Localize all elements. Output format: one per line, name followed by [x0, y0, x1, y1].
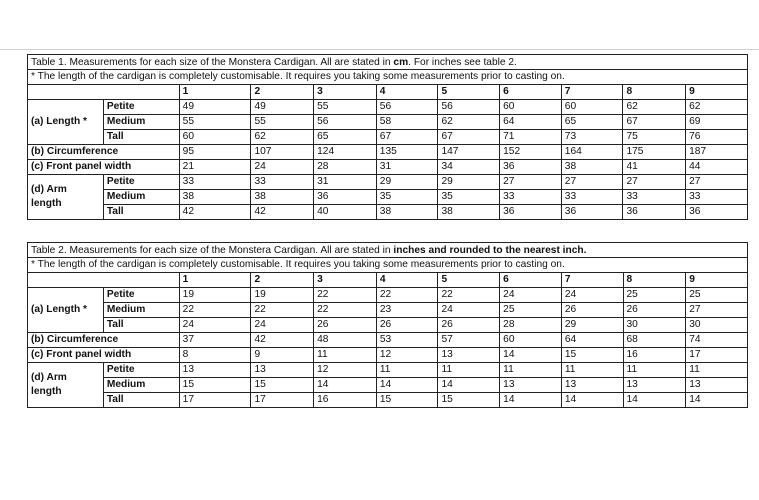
- value-cell: 14: [500, 348, 562, 363]
- size-header-1: 1: [179, 273, 251, 288]
- value-cell: 55: [179, 115, 251, 130]
- value-cell: 9: [251, 348, 314, 363]
- value-cell: 17: [179, 393, 251, 408]
- size-header-9: 9: [686, 273, 748, 288]
- size-header-2: 2: [251, 85, 314, 100]
- value-cell: 71: [500, 130, 562, 145]
- arm-sub-label: Tall: [103, 393, 179, 408]
- value-cell: 30: [686, 318, 748, 333]
- value-cell: 15: [561, 348, 623, 363]
- value-cell: 33: [561, 190, 623, 205]
- value-cell: 64: [500, 115, 562, 130]
- value-cell: 11: [623, 363, 686, 378]
- size-header-3: 3: [314, 85, 377, 100]
- value-cell: 16: [314, 393, 377, 408]
- table-caption: [28, 243, 748, 258]
- value-cell: 15: [438, 393, 500, 408]
- value-cell: 124: [314, 145, 377, 160]
- value-cell: 73: [561, 130, 623, 145]
- value-cell: 107: [251, 145, 314, 160]
- arm-label-line1: (d) Arm: [31, 372, 67, 383]
- value-cell: 11: [686, 363, 748, 378]
- value-cell: 13: [623, 378, 686, 393]
- value-cell: 42: [179, 205, 251, 220]
- value-cell: 67: [438, 130, 500, 145]
- size-header-8: 8: [623, 85, 686, 100]
- header-blank: [28, 273, 180, 288]
- value-cell: 24: [179, 318, 251, 333]
- table-row: [28, 363, 748, 378]
- value-cell: 13: [251, 363, 314, 378]
- value-cell: 28: [314, 160, 377, 175]
- value-cell: 24: [251, 318, 314, 333]
- header-blank: [28, 85, 180, 100]
- value-cell: 25: [623, 288, 686, 303]
- value-cell: 60: [500, 333, 562, 348]
- value-cell: 31: [314, 175, 377, 190]
- caption-text: [31, 244, 744, 257]
- value-cell: 44: [686, 160, 748, 175]
- value-cell: 22: [314, 288, 377, 303]
- value-cell: 187: [686, 145, 748, 160]
- value-cell: 12: [376, 348, 438, 363]
- value-cell: 35: [438, 190, 500, 205]
- value-cell: 48: [314, 333, 377, 348]
- value-cell: 33: [686, 190, 748, 205]
- length-sub-label: Petite: [103, 288, 179, 303]
- value-cell: 56: [376, 100, 438, 115]
- value-cell: 33: [623, 190, 686, 205]
- value-cell: 74: [686, 333, 748, 348]
- value-cell: 69: [686, 115, 748, 130]
- arm-sub-label: Medium: [103, 190, 179, 205]
- value-cell: 11: [314, 348, 377, 363]
- value-cell: 15: [179, 378, 251, 393]
- arm-label-line2: length: [31, 386, 62, 397]
- value-cell: 13: [500, 378, 562, 393]
- value-cell: 22: [251, 303, 314, 318]
- front-panel-label: (c) Front panel width: [28, 160, 180, 175]
- value-cell: 60: [561, 100, 623, 115]
- value-cell: 38: [179, 190, 251, 205]
- size-header-8: 8: [623, 273, 686, 288]
- size-header-3: 3: [314, 273, 377, 288]
- value-cell: 29: [438, 175, 500, 190]
- value-cell: 14: [623, 393, 686, 408]
- table-cm: [27, 54, 748, 220]
- value-cell: 27: [686, 175, 748, 190]
- value-cell: 67: [623, 115, 686, 130]
- value-cell: 24: [438, 303, 500, 318]
- length-sub-label: Tall: [103, 130, 179, 145]
- value-cell: 15: [376, 393, 438, 408]
- table-row: [28, 115, 748, 130]
- arm-label-line2: length: [31, 198, 62, 209]
- value-cell: 38: [251, 190, 314, 205]
- value-cell: 27: [623, 175, 686, 190]
- value-cell: 67: [376, 130, 438, 145]
- size-header-2: 2: [251, 273, 314, 288]
- value-cell: 13: [179, 363, 251, 378]
- value-cell: 62: [623, 100, 686, 115]
- value-cell: 26: [376, 318, 438, 333]
- value-cell: 11: [438, 363, 500, 378]
- value-cell: 34: [438, 160, 500, 175]
- value-cell: 26: [561, 303, 623, 318]
- caption-unit: cm: [393, 56, 409, 68]
- value-cell: 53: [376, 333, 438, 348]
- value-cell: 19: [179, 288, 251, 303]
- table-row: [28, 378, 748, 393]
- value-cell: 17: [686, 348, 748, 363]
- value-cell: 38: [438, 205, 500, 220]
- value-cell: 29: [376, 175, 438, 190]
- value-cell: 22: [376, 288, 438, 303]
- value-cell: 38: [561, 160, 623, 175]
- value-cell: 26: [623, 303, 686, 318]
- measurement-table: [27, 54, 748, 220]
- arm-sub-label: Petite: [103, 363, 179, 378]
- value-cell: 164: [561, 145, 623, 160]
- value-cell: 11: [376, 363, 438, 378]
- value-cell: 29: [561, 318, 623, 333]
- value-cell: 41: [623, 160, 686, 175]
- value-cell: 25: [500, 303, 562, 318]
- value-cell: 62: [438, 115, 500, 130]
- table-row: [28, 393, 748, 408]
- value-cell: 33: [251, 175, 314, 190]
- arm-sub-label: Medium: [103, 378, 179, 393]
- value-cell: 24: [500, 288, 562, 303]
- value-cell: 60: [500, 100, 562, 115]
- value-cell: 147: [438, 145, 500, 160]
- length-sub-label: Petite: [103, 100, 179, 115]
- value-cell: 36: [500, 205, 562, 220]
- value-cell: 14: [314, 378, 377, 393]
- value-cell: 64: [561, 333, 623, 348]
- circumference-label: (b) Circumference: [28, 333, 180, 348]
- value-cell: 22: [314, 303, 377, 318]
- value-cell: 15: [251, 378, 314, 393]
- value-cell: 65: [561, 115, 623, 130]
- value-cell: 57: [438, 333, 500, 348]
- front-panel-label: (c) Front panel width: [28, 348, 180, 363]
- top-divider: [0, 49, 759, 50]
- caption-suffix: . For inches see table 2.: [408, 56, 517, 68]
- table-row: [28, 348, 748, 363]
- value-cell: 22: [438, 288, 500, 303]
- value-cell: 13: [561, 378, 623, 393]
- table-row: [28, 318, 748, 333]
- length-sub-label: Medium: [103, 303, 179, 318]
- length-label: (a) Length *: [28, 100, 104, 145]
- value-cell: 27: [561, 175, 623, 190]
- value-cell: 42: [251, 205, 314, 220]
- value-cell: 49: [251, 100, 314, 115]
- circumference-label: (b) Circumference: [28, 145, 180, 160]
- value-cell: 36: [623, 205, 686, 220]
- value-cell: 33: [179, 175, 251, 190]
- value-cell: 65: [314, 130, 377, 145]
- value-cell: 25: [686, 288, 748, 303]
- size-header-1: 1: [179, 85, 251, 100]
- value-cell: 36: [500, 160, 562, 175]
- size-header-4: 4: [376, 85, 438, 100]
- caption-prefix: Table 2. Measurements for each size of the Monstera Cardigan. All are stated in: [31, 244, 394, 256]
- measurement-table: [27, 242, 748, 408]
- value-cell: 28: [500, 318, 562, 333]
- value-cell: 13: [438, 348, 500, 363]
- value-cell: 55: [251, 115, 314, 130]
- table-note: * The length of the cardigan is completely customisable. It requires you taking some measurements prior to casting on.: [28, 70, 748, 85]
- arm-length-label: [28, 363, 104, 408]
- table-row: [28, 160, 748, 175]
- value-cell: 31: [376, 160, 438, 175]
- length-sub-label: Tall: [103, 318, 179, 333]
- size-header-7: 7: [561, 273, 623, 288]
- value-cell: 95: [179, 145, 251, 160]
- value-cell: 14: [500, 393, 562, 408]
- table-row: [28, 288, 748, 303]
- value-cell: 13: [686, 378, 748, 393]
- table-row: [28, 175, 748, 190]
- size-header-6: 6: [500, 273, 562, 288]
- value-cell: 62: [251, 130, 314, 145]
- value-cell: 14: [686, 393, 748, 408]
- caption-unit: inches and rounded to the nearest inch.: [393, 244, 587, 256]
- value-cell: 152: [500, 145, 562, 160]
- value-cell: 23: [376, 303, 438, 318]
- value-cell: 14: [438, 378, 500, 393]
- value-cell: 40: [314, 205, 377, 220]
- value-cell: 60: [179, 130, 251, 145]
- value-cell: 17: [251, 393, 314, 408]
- value-cell: 62: [686, 100, 748, 115]
- value-cell: 56: [314, 115, 377, 130]
- size-header-7: 7: [561, 85, 623, 100]
- size-header-6: 6: [500, 85, 562, 100]
- value-cell: 36: [686, 205, 748, 220]
- value-cell: 175: [623, 145, 686, 160]
- value-cell: 75: [623, 130, 686, 145]
- arm-label-line1: (d) Arm: [31, 184, 67, 195]
- table-inches: [27, 242, 748, 408]
- value-cell: 37: [179, 333, 251, 348]
- size-header-5: 5: [438, 85, 500, 100]
- table-row: [28, 333, 748, 348]
- value-cell: 58: [376, 115, 438, 130]
- table-row: [28, 100, 748, 115]
- value-cell: 49: [179, 100, 251, 115]
- arm-sub-label: Petite: [103, 175, 179, 190]
- table-row: [28, 130, 748, 145]
- value-cell: 11: [500, 363, 562, 378]
- value-cell: 27: [686, 303, 748, 318]
- table-row: [28, 145, 748, 160]
- table-row: [28, 190, 748, 205]
- size-header-4: 4: [376, 273, 438, 288]
- table-row: [28, 303, 748, 318]
- length-label: (a) Length *: [28, 288, 104, 333]
- size-header-9: 9: [686, 85, 748, 100]
- length-sub-label: Medium: [103, 115, 179, 130]
- value-cell: 26: [314, 318, 377, 333]
- caption-text: [31, 56, 744, 69]
- value-cell: 16: [623, 348, 686, 363]
- value-cell: 14: [376, 378, 438, 393]
- arm-length-label: [28, 175, 104, 220]
- value-cell: 33: [500, 190, 562, 205]
- value-cell: 55: [314, 100, 377, 115]
- value-cell: 36: [314, 190, 377, 205]
- value-cell: 19: [251, 288, 314, 303]
- value-cell: 35: [376, 190, 438, 205]
- value-cell: 36: [561, 205, 623, 220]
- value-cell: 38: [376, 205, 438, 220]
- value-cell: 27: [500, 175, 562, 190]
- arm-sub-label: Tall: [103, 205, 179, 220]
- value-cell: 14: [561, 393, 623, 408]
- value-cell: 22: [179, 303, 251, 318]
- value-cell: 30: [623, 318, 686, 333]
- value-cell: 68: [623, 333, 686, 348]
- value-cell: 8: [179, 348, 251, 363]
- table-caption: [28, 55, 748, 70]
- value-cell: 56: [438, 100, 500, 115]
- value-cell: 12: [314, 363, 377, 378]
- value-cell: 42: [251, 333, 314, 348]
- value-cell: 135: [376, 145, 438, 160]
- table-note: * The length of the cardigan is completely customisable. It requires you taking some measurements prior to casting on.: [28, 258, 748, 273]
- value-cell: 24: [561, 288, 623, 303]
- value-cell: 76: [686, 130, 748, 145]
- caption-prefix: Table 1. Measurements for each size of the Monstera Cardigan. All are stated in: [31, 56, 394, 68]
- value-cell: 21: [179, 160, 251, 175]
- table-row: [28, 205, 748, 220]
- value-cell: 11: [561, 363, 623, 378]
- value-cell: 24: [251, 160, 314, 175]
- size-header-5: 5: [438, 273, 500, 288]
- value-cell: 26: [438, 318, 500, 333]
